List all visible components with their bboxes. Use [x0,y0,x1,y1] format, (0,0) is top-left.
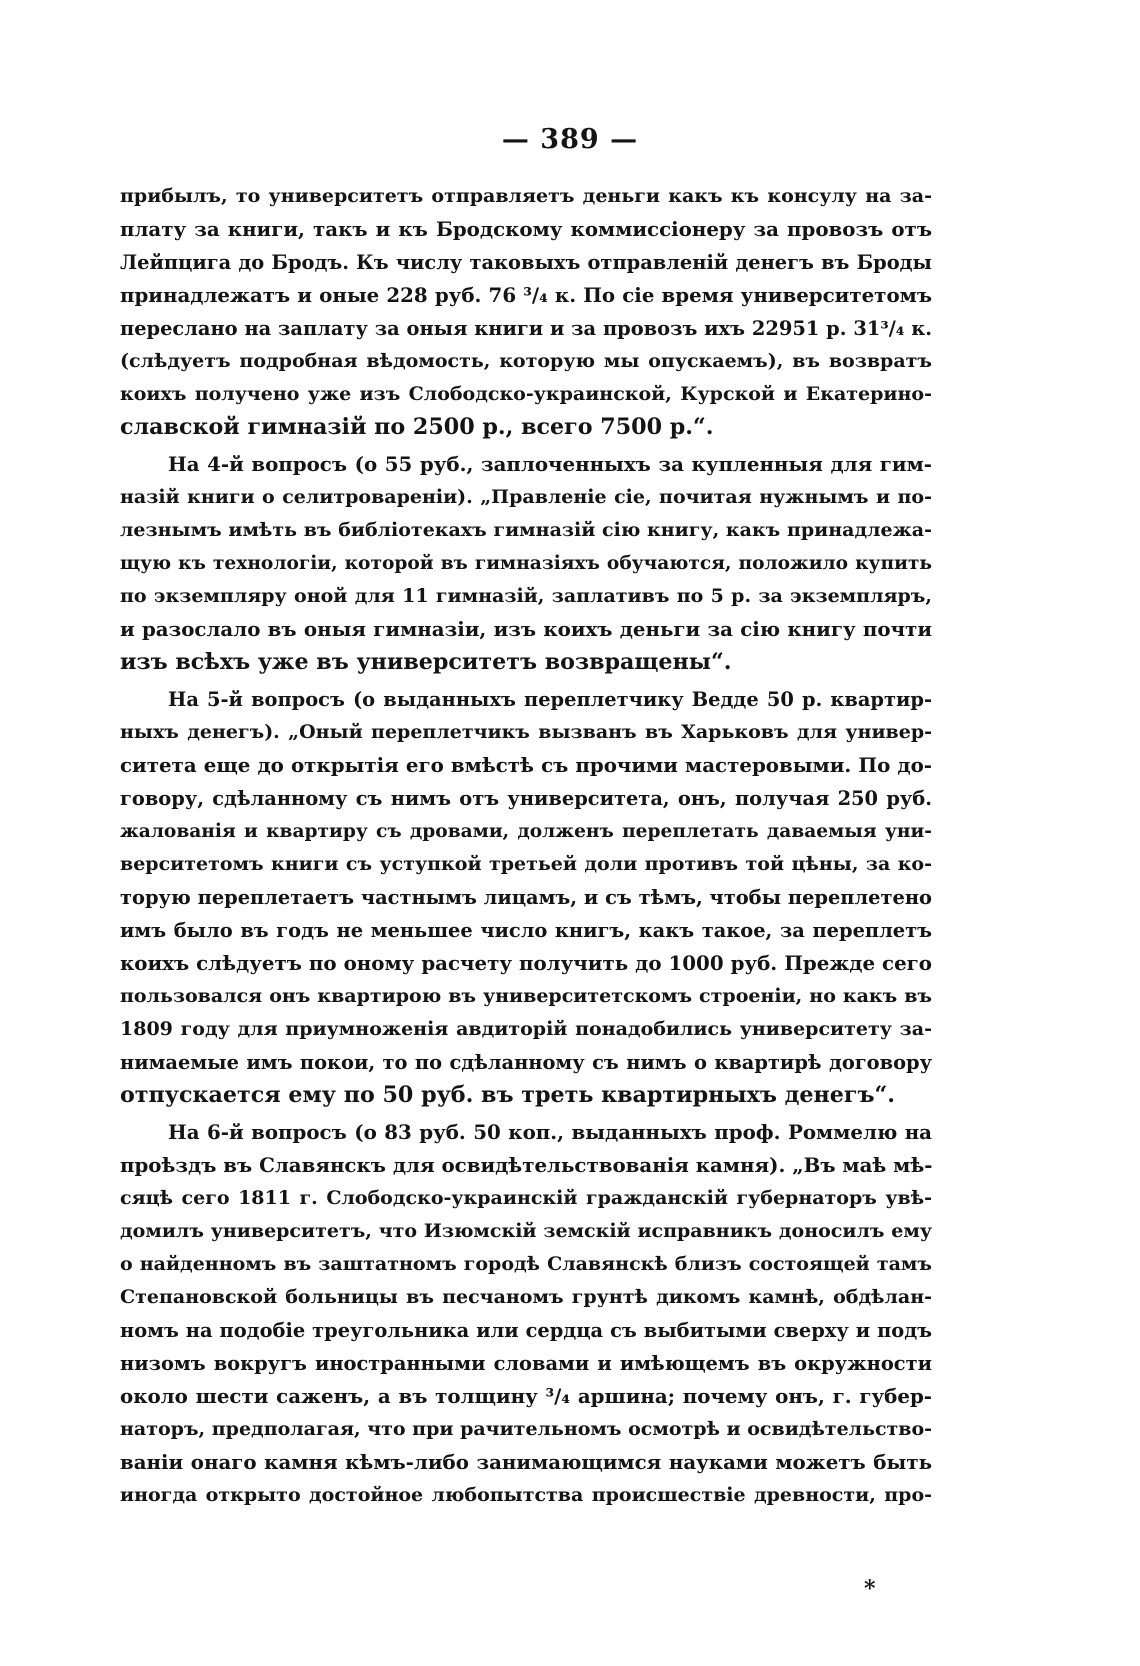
text-line: торую переплетаетъ частнымъ лицамъ, и съ тѣмъ, чтобы переплетено [120,886,932,909]
text-line: принадлежатъ и оные 228 руб. 76 ³/₄ к. По сіе время университетомъ [120,283,932,307]
text-line: иногда открыто достойное любопытства происшествіе древности, про- [120,1484,932,1506]
text-line: На 6-й вопросъ (о 83 руб. 50 коп., выданныхъ проф. Роммелю на [168,1120,932,1144]
text-line: по экземпляру оной для 11 гимназій, заплативъ по 5 р. за экземпляръ, [120,585,932,607]
text-line: щую къ технологіи, которой въ гимназіяхъ обучаются, положило купить [120,553,932,574]
text-line: верситетомъ книги съ уступкой третьей доли противъ той цѣны, за ко- [120,853,932,875]
text-line: наторъ, предполагая, что при рачительномъ осмотрѣ и освидѣтельство- [120,1418,932,1440]
text-line: проѣздъ въ Славянскъ для освидѣтельствованія камня). „Въ маѣ мѣ- [120,1153,932,1177]
text-line: коихъ получено уже изъ Слободско-украинской, Курской и Екатерино- [120,383,932,405]
text-line: коихъ слѣдуетъ по оному расчету получить до 1000 руб. Прежде сего [120,951,932,975]
text-line: отпускается ему по 50 руб. въ треть квартирныхъ денегъ“. [120,1082,895,1108]
text-line: плату за книги, такъ и къ Бродскому коммиссіонеру за провозъ отъ [120,217,932,241]
page-number: — 389 — [501,124,639,155]
text-line: назій книги о селитровареніи). „Правленіе сіе, почитая нужнымъ и по- [120,486,932,508]
text-line: имъ было въ годъ не меньшее число книгъ, какъ такое, за переплетъ [120,919,932,942]
text-line: о найденномъ въ заштатномъ городѣ Славянскѣ близъ состоящей тамъ [120,1253,932,1275]
text-line: жалованія и квартиру съ дровами, долженъ переплетать даваемыя уни- [120,821,932,842]
text-line: говору, сдѣланному съ нимъ отъ университета, онъ, получая 250 руб. [120,787,932,810]
text-line: Степановской больницы въ песчаномъ грунтѣ дикомъ камнѣ, обдѣлан- [120,1286,932,1308]
paragraph-4 [120,1116,932,1512]
text-line: нимаемые имъ покои, то по сдѣланному съ нимъ о квартирѣ договору [120,1051,932,1074]
paragraph-3 [120,683,932,1112]
text-line: номъ на подобіе треугольника или сердца съ выбитыми сверху и подъ [120,1319,932,1342]
paragraph-2 [120,448,932,679]
text-line: пользовался онъ квартирою въ университетскомъ строеніи, но какъ въ [120,985,932,1007]
signature-mark: * [864,1576,876,1602]
text-line: домилъ университетъ, что Изюмскій земскій исправникъ доносилъ ему [120,1220,932,1242]
text-line: На 5-й вопросъ (о выданныхъ переплетчику Ведде 50 р. квартир- [168,688,932,711]
body-text [120,180,932,1512]
text-line: ситета еще до открытія его вмѣстѣ съ прочими мастеровыми. По до- [120,753,932,777]
text-line: лезнымъ имѣть въ библіотекахъ гимназій сію книгу, какъ принадлежа- [120,519,932,541]
text-line: сяцѣ сего 1811 г. Слободско-украинскій гражданскій губернаторъ увѣ- [120,1187,932,1209]
text-line: низомъ вокругъ иностранными словами и имѣющемъ въ окружности [120,1352,932,1375]
text-line: 1809 году для приумноженія авдиторій понадобились университету за- [120,1018,932,1040]
paragraph-1 [120,180,932,444]
text-line: Лейпцига до Бродъ. Къ числу таковыхъ отправленій денегъ въ Броды [120,251,932,274]
text-line: (слѣдуетъ подробная вѣдомость, которую мы опускаемъ), въ возвратъ [120,350,932,372]
text-line: прибылъ, то университетъ отправляетъ деньги какъ къ консулу на за- [120,185,932,207]
text-line: переслано на заплату за оныя книги и за провозъ ихъ 22951 р. 31³/₄ к. [120,317,932,340]
text-line: изъ всѣхъ уже въ университетъ возвращены“. [120,649,732,675]
text-line: ныхъ денегъ). „Оный переплетчикъ вызванъ въ Харьковъ для универ- [120,721,932,743]
text-line: славской гимназій по 2500 р., всего 7500 р.“. [120,414,714,440]
text-line: ваніи онаго камня кѣмъ-либо занимающимся науками можетъ быть [120,1450,932,1474]
text-line: около шести саженъ, а въ толщину ³/₄ аршина; почему онъ, г. губер- [120,1384,932,1408]
text-line: и разослало въ оныя гимназіи, изъ коихъ деньги за сію книгу почти [120,617,932,641]
text-line: На 4-й вопросъ (о 55 руб., заплоченныхъ за купленныя для гим- [168,452,932,476]
